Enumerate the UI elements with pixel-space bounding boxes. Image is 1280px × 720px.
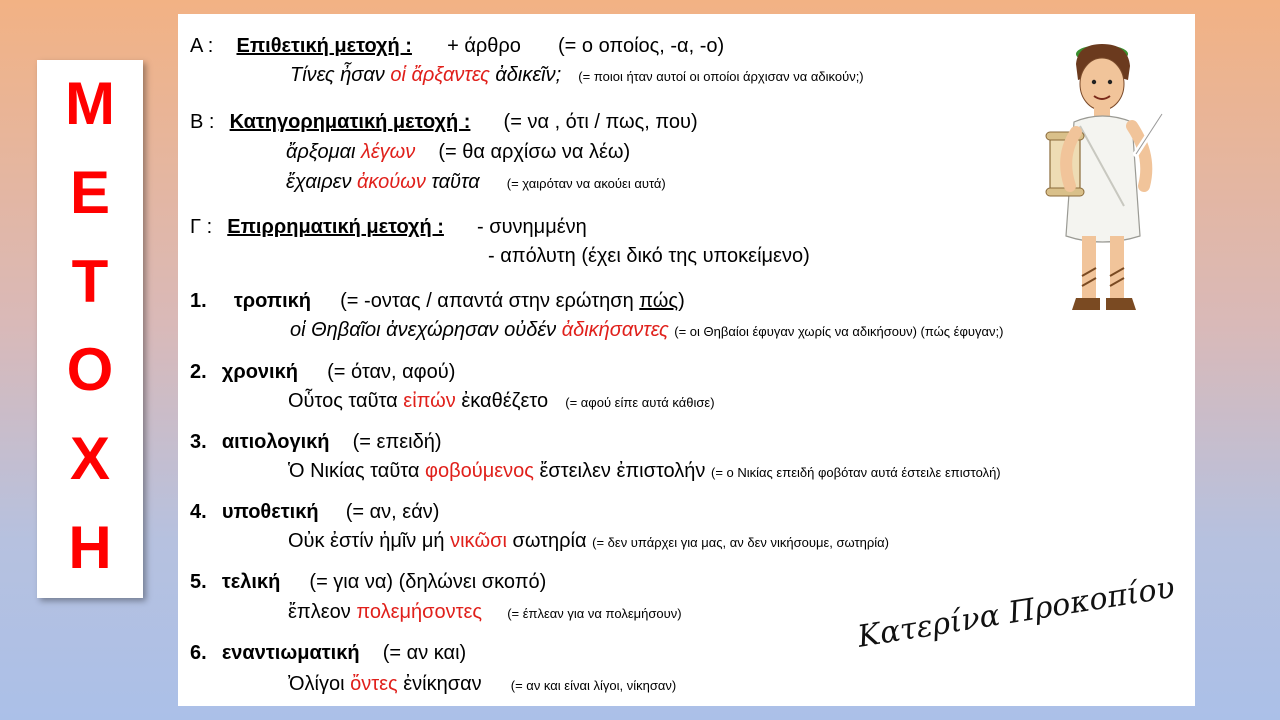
item-number: 3. (190, 431, 207, 453)
section-a-label: Α : (190, 35, 214, 57)
section-a-title: Επιθετική μετοχή : (236, 35, 412, 57)
item-name: τελική (221, 571, 281, 593)
section-c-type-2-line (488, 244, 810, 268)
section-a-rule: + άρθρο (447, 35, 521, 57)
translation-note: (= θα αρχίσω να λέω) (438, 141, 631, 163)
item-2-example (288, 389, 715, 415)
example-text: Ὁ Νικίας ταῦτα (288, 460, 426, 482)
section-c-heading (190, 215, 587, 239)
section-c-type-1: - συνημμένη (477, 216, 587, 238)
item-2-heading (190, 360, 455, 384)
example-text: Τίνες ἦσαν (290, 64, 391, 86)
translation-note: (= έπλεαν για να πολεμήσουν) (507, 606, 682, 621)
item-1-example (290, 318, 1003, 344)
item-meaning: (= επειδή) (352, 431, 442, 453)
item-5-heading (190, 570, 546, 594)
side-title-letter: Η (68, 513, 112, 581)
item-1-heading (190, 289, 685, 313)
translation-note: (= ποιοι ήταν αυτοί οι οποίοι άρχισαν να αδικούν;) (578, 69, 864, 84)
example-text: Οὐκ ἐστίν ἡμῖν μή (288, 530, 451, 552)
translation-note: (= οι Θηβαίοι έφυγαν χωρίς να αδικήσουν) (πώς έφυγαν;) (674, 324, 1004, 339)
side-title-card (37, 60, 143, 598)
example-text: ταῦτα (425, 171, 480, 193)
item-5-example (288, 600, 682, 626)
participle-highlight: οἱ ἄρξαντες (390, 64, 490, 86)
item-4-example (288, 529, 889, 555)
item-number: 1. (190, 290, 207, 312)
section-c-title: Επιρρηματική μετοχή : (227, 216, 444, 238)
item-name: υποθετική (221, 501, 319, 523)
translation-note: (= χαιρόταν να ακούει αυτά) (506, 176, 666, 191)
participle-highlight: ἀκούων (357, 171, 426, 193)
example-text: ἔπλεον (288, 601, 357, 623)
example-text: Οὗτος ταῦτα (288, 390, 404, 412)
item-4-heading (190, 500, 439, 524)
item-6-heading (190, 641, 466, 665)
item-3-heading (190, 430, 442, 454)
section-b-heading (190, 110, 698, 134)
participle-highlight: πολεμήσοντες (356, 601, 483, 623)
item-meaning: (= αν και) (382, 642, 467, 664)
section-a-meaning: (= ο οποίος, -α, -ο) (558, 35, 725, 57)
item-meaning: (= -οντας / απαντά στην ερώτηση (340, 290, 640, 312)
content-panel (178, 14, 1195, 706)
translation-note: (= αφού είπε αυτά κάθισε) (565, 395, 715, 410)
author-signature: Κατερίνα Προκοπίου (855, 570, 1177, 655)
section-b-example-1 (286, 140, 630, 164)
translation-note: (= ο Νικίας επειδή φοβόταν αυτά έστειλε επιστολή) (711, 465, 1001, 480)
item-meaning: (= όταν, αφού) (327, 361, 456, 383)
example-text: ἔχαιρεν (286, 171, 358, 193)
side-title-letter: Μ (65, 70, 115, 137)
item-name: χρονική (221, 361, 298, 383)
participle-highlight: ἀδικήσαντες (561, 319, 669, 341)
example-text: σωτηρία (506, 530, 587, 552)
example-text: οἱ Θηβαῖοι ἀνεχώρησαν οὐδέν (290, 319, 562, 341)
item-meaning: (= αν, εάν) (345, 501, 440, 523)
item-meaning: (= για να) (δηλώνει σκοπό) (309, 571, 547, 593)
section-b-meaning: (= να , ότι / πως, που) (503, 111, 698, 133)
participle-highlight: ὄντες (350, 673, 398, 695)
participle-highlight: εἰπών (403, 390, 456, 412)
item-number: 4. (190, 501, 207, 523)
item-name: τροπική (233, 290, 312, 312)
section-b-example-2 (286, 170, 666, 196)
example-text: Ὀλίγοι (288, 673, 351, 695)
translation-note: (= αν και είναι λίγοι, νίκησαν) (510, 678, 677, 693)
item-3-example (288, 459, 1001, 485)
participle-highlight: νικῶσι (450, 530, 507, 552)
side-title-letter: Ε (69, 158, 111, 226)
section-b-title: Κατηγορηματική μετοχή : (229, 111, 471, 133)
participle-highlight: λέγων (361, 141, 416, 163)
item-name: αιτιολογική (221, 431, 330, 453)
section-c-label: Γ : (190, 216, 213, 238)
section-a-example (290, 63, 864, 89)
side-title-letter: Χ (69, 425, 111, 493)
example-text: ἐνίκησαν (397, 673, 482, 695)
side-title-letter: Ο (66, 336, 114, 404)
example-text: ἐκαθέζετο (455, 390, 549, 412)
item-meaning-underlined: πώς (639, 290, 679, 312)
item-6-example (288, 672, 676, 698)
example-text: ἔστειλεν ἐπιστολήν (533, 460, 706, 482)
item-number: 2. (190, 361, 207, 383)
participle-highlight: φοβούμενος (425, 460, 534, 482)
translation-note: (= δεν υπάρχει για μας, αν δεν νικήσουμε, σωτηρία) (592, 535, 889, 550)
example-text: ἀδικεῖν; (489, 64, 562, 86)
section-a-heading (190, 34, 724, 58)
item-name: εναντιωματική (221, 642, 360, 664)
item-number: 5. (190, 571, 207, 593)
example-text: ἄρξομαι (286, 141, 361, 163)
section-b-label: Β : (190, 111, 215, 133)
greek-man-illustration (1040, 36, 1170, 326)
side-title-letter: Τ (71, 247, 109, 315)
item-number: 6. (190, 642, 207, 664)
section-c-type-2: - απόλυτη (έχει δικό της υποκείμενο) (488, 245, 810, 267)
item-meaning: ) (678, 290, 685, 312)
